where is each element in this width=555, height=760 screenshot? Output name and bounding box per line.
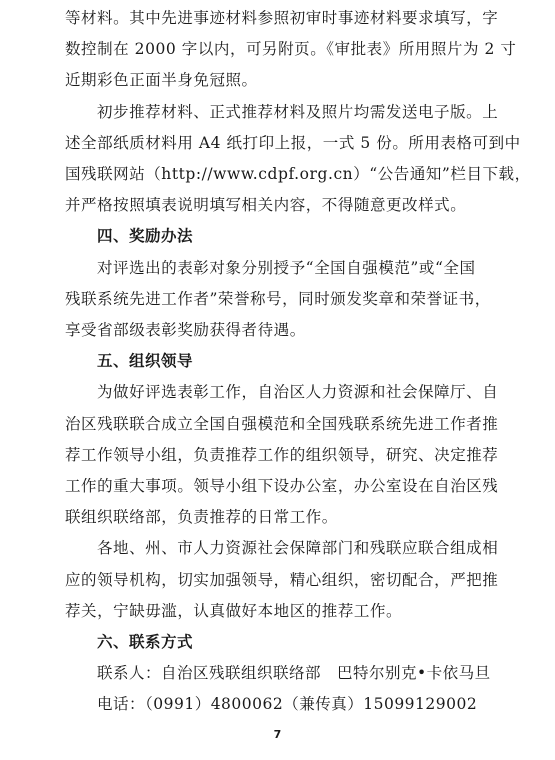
paragraph-line: 等材料。其中先进事迹材料参照初审时事迹材料要求填写，字 <box>65 9 499 27</box>
paragraph-line: 荐工作领导小组，负责推荐工作的组织领导，研究、决定推荐 <box>65 445 499 464</box>
paragraph-line: 近期彩色正面半身免冠照。 <box>65 71 258 90</box>
section-heading-leadership: 五、组织领导 <box>97 352 194 371</box>
paragraph-line: 数控制在 2000 字以内，可另附页。《审批表》所用照片为 2 寸 <box>65 40 517 59</box>
paragraph-line: 国残联网站（http://www.cdpf.org.cn）“公告通知”栏目下载， <box>65 165 531 183</box>
contact-person: 联系人：自治区残联组织联络部 巴特尔别克•卡依马旦 <box>97 664 491 683</box>
paragraph-line: 初步推荐材料、正式推荐材料及照片均需发送电子版。上 <box>97 102 499 121</box>
paragraph-line: 享受省部级表彰奖励获得者待遇。 <box>65 321 306 339</box>
paragraph-line: 联组织联络部，负责推荐的日常工作。 <box>65 508 338 527</box>
paragraph-line: 工作的重大事项。领导小组下设办公室，办公室设在自治区残 <box>65 477 499 495</box>
paragraph-line: 应的领导机构，切实加强领导，精心组织，密切配合，严把推 <box>65 570 499 589</box>
paragraph-line: 对评选出的表彰对象分别授予“全国自强模范”或“全国 <box>97 258 476 277</box>
contact-phone: 电话：（0991）4800062（兼传真）15099129002 <box>97 695 478 714</box>
paragraph-line: 述全部纸质材料用 A4 纸打印上报，一式 5 份。所用表格可到中 <box>65 133 521 152</box>
section-heading-rewards: 四、奖励办法 <box>97 227 194 246</box>
section-heading-contact: 六、联系方式 <box>97 633 194 651</box>
page-number: 7 <box>273 727 282 741</box>
paragraph-line: 为做好评选表彰工作，自治区人力资源和社会保障厅、自 <box>97 383 499 402</box>
paragraph-line: 并严格按照填表说明填写相关内容，不得随意更改样式。 <box>65 196 467 215</box>
paragraph-line: 各地、州、市人力资源社会保障部门和残联应联合组成相 <box>97 539 499 558</box>
paragraph-line: 残联系统先进工作者”荣誉称号，同时颁发奖章和荣誉证书， <box>65 289 491 308</box>
paragraph-line: 治区残联联合成立全国自强模范和全国残联系统先进工作者推 <box>65 414 499 433</box>
paragraph-line: 荐关，宁缺毋滥，认真做好本地区的推荐工作。 <box>65 601 403 620</box>
